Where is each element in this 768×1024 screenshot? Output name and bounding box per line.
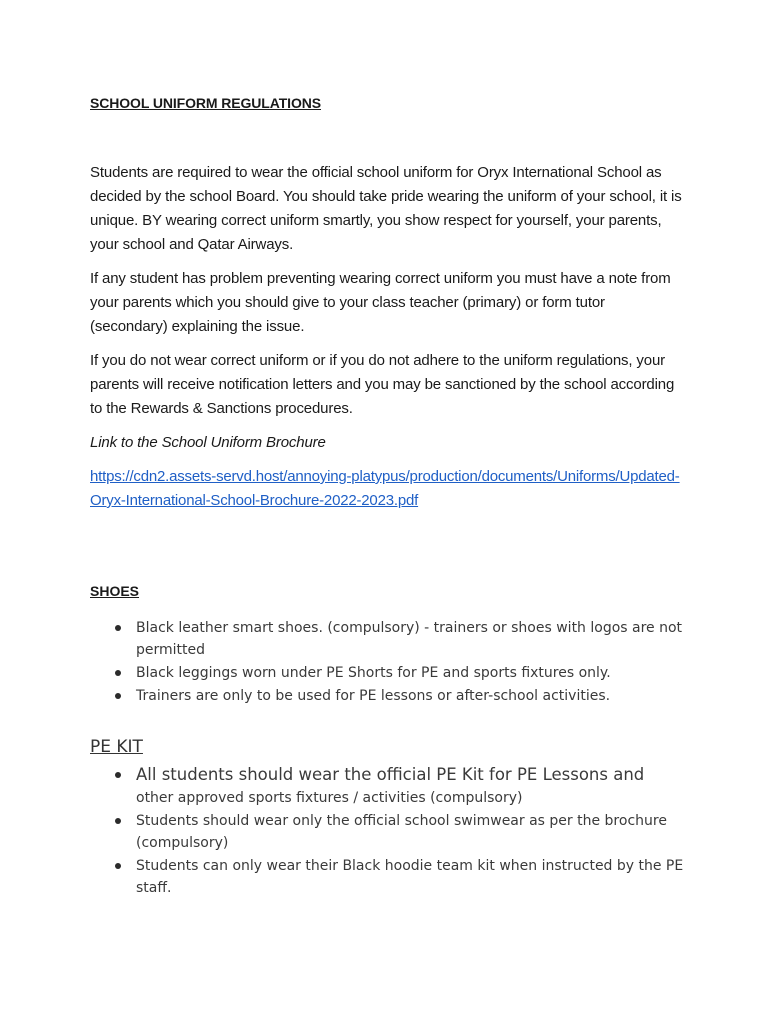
list-item xyxy=(90,763,690,809)
page-title: SCHOOL UNIFORM REGULATIONS xyxy=(90,95,321,111)
list-item-text: Students should wear only the official school swimwear as per the brochure (compulsory) xyxy=(136,813,667,851)
paragraph-uniform-requirement: Students are required to wear the official school uniform for Oryx International School as decided by the school Board. You should take pride wearing the uniform of your school, it is unique. BY wearing correct uniform smartly, you show respect for yourself, your parents, your school and Qatar Airways. xyxy=(90,164,682,253)
list-item-text: Trainers are only to be used for PE lessons or after-school activities. xyxy=(136,688,611,704)
brochure-link[interactable]: https://cdn2.assets-servd.host/annoying-platypus/production/documents/Uniforms/Updated-Oryx-International-School-Brochure-2022-2023.pdf xyxy=(90,468,680,509)
pe-kit-list xyxy=(90,763,690,900)
list-item-text: Students can only wear their Black hoodie team kit when instructed by the PE staff. xyxy=(136,858,684,896)
bullet-icon xyxy=(115,772,121,778)
list-item-text-lead: All students should wear the official PE Kit for PE Lessons and xyxy=(136,765,645,784)
shoes-heading: SHOES xyxy=(90,583,140,599)
brochure-link-label: Link to the School Uniform Brochure xyxy=(90,434,326,451)
list-item xyxy=(90,685,690,707)
list-item-text: Black leggings worn under PE Shorts for PE and sports fixtures only. xyxy=(136,665,611,681)
paragraph-uniform-sanctions: If you do not wear correct uniform or if you do not adhere to the uniform regulations, your parents will receive notification letters and you may be sanctioned by the school according to the Rewards & Sanctions procedures. xyxy=(90,352,675,417)
bullet-icon xyxy=(115,693,121,699)
paragraph-uniform-exception: If any student has problem preventing wearing correct uniform you must have a note from your parents which you should give to your class teacher (primary) or form tutor (secondary) explaining the issue. xyxy=(90,270,671,335)
list-item xyxy=(90,855,690,899)
pe-kit-heading: PE KIT xyxy=(90,737,143,757)
bullet-icon xyxy=(115,818,121,824)
list-item-text: Black leather smart shoes. (compulsory) - trainers or shoes with logos are not permitted xyxy=(136,620,683,658)
bullet-icon xyxy=(115,863,121,869)
shoes-list xyxy=(90,617,690,708)
list-item-text-rest: other approved sports fixtures / activities (compulsory) xyxy=(136,790,523,806)
list-item xyxy=(90,810,690,854)
bullet-icon xyxy=(115,670,121,676)
list-item xyxy=(90,617,690,661)
list-item xyxy=(90,662,690,684)
bullet-icon xyxy=(115,625,121,631)
